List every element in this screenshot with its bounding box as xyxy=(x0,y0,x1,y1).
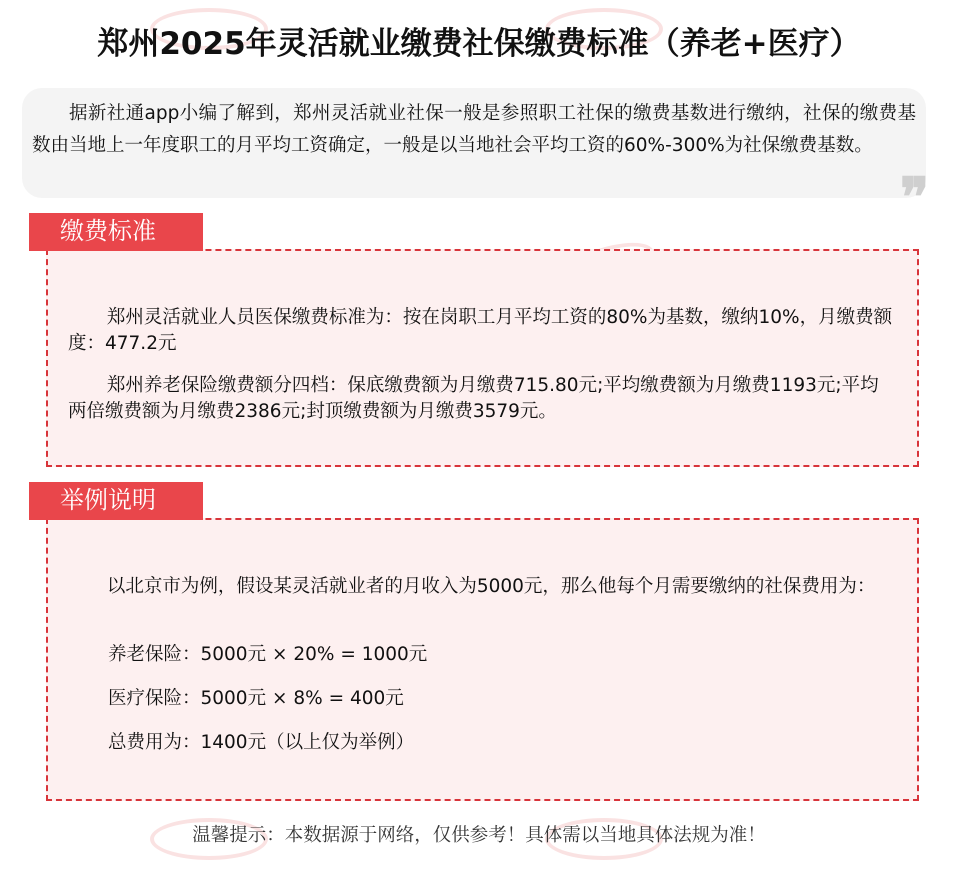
page-title: 郑州2025年灵活就业缴费社保缴费标准（养老+医疗） xyxy=(97,26,861,62)
example-line-medical: 医疗保险：5000元 × 8% = 400元 xyxy=(108,688,404,709)
section-box-standard xyxy=(46,249,919,467)
section-box-example xyxy=(46,518,919,801)
standard-paragraph-medical: 郑州灵活就业人员医保缴费标准为：按在岗职工月平均工资的80%为基数，缴纳10%，月缴费额度：477.2元 xyxy=(68,307,893,354)
section-label-example: 举例说明 xyxy=(29,482,203,520)
quote-icon: ❞ xyxy=(900,165,930,229)
footer-note: 温馨提示：本数据源于网络，仅供参考！具体需以当地具体法规为准！ xyxy=(192,825,766,846)
example-line-pension: 养老保险：5000元 × 20% = 1000元 xyxy=(108,644,428,665)
section-label-standard: 缴费标准 xyxy=(29,213,203,251)
intro-box: 据新社通app小编了解到，郑州灵活就业社保一般是参照职工社保的缴费基数进行缴纳，社保的缴费基数由当地上一年度职工的月平均工资确定，一般是以当地社会平均工资的60%-300%为社保缴费基数。 xyxy=(22,88,926,198)
example-line-total: 总费用为：1400元（以上仅为举例） xyxy=(108,732,415,753)
example-paragraph: 以北京市为例，假设某灵活就业者的月收入为5000元，那么他每个月需要缴纳的社保费用为： xyxy=(106,576,876,597)
standard-paragraph-pension: 郑州养老保险缴费额分四档：保底缴费额为月缴费715.80元;平均缴费额为月缴费1193元;平均两倍缴费额为月缴费2386元;封顶缴费额为月缴费3579元。 xyxy=(68,375,879,422)
